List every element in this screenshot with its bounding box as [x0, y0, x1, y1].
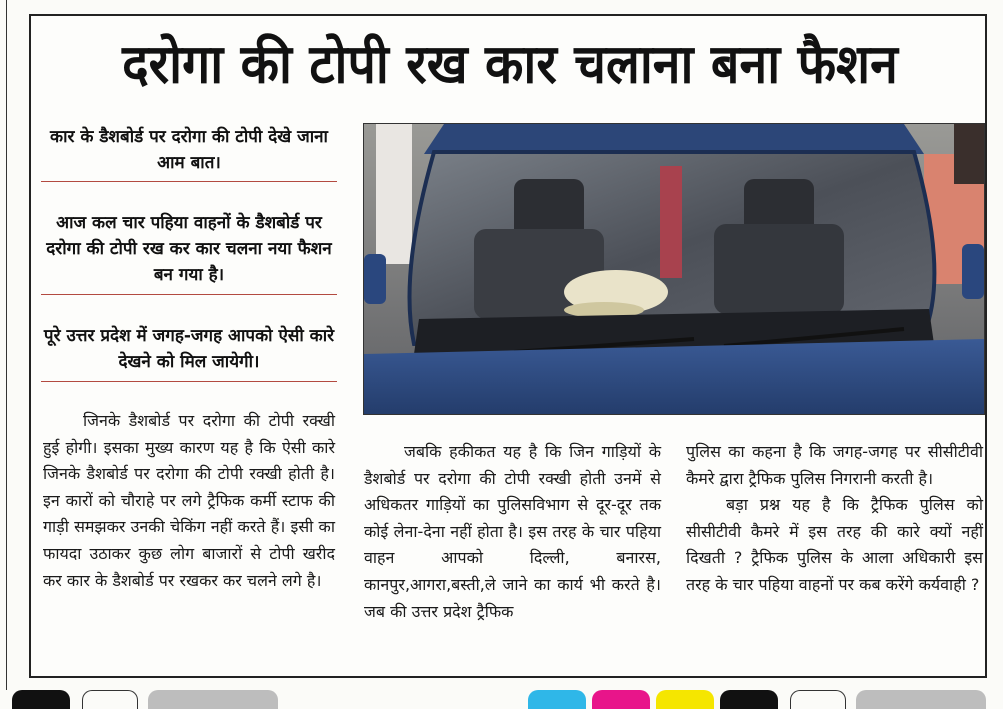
car-photo-illustration — [364, 124, 984, 414]
article-column-1: जिनके डैशबोर्ड पर दरोगा की टोपी रक्खी हुई होगी। इसका मुख्य कारण यह है कि ऐसी कारे जिनके डैशबोर्ड पर दरोगा की टोपी रक्खी होती है। इन कारों को चौराहे पर लगे ट्रैफिक कर्मी स्टाफ की गाड़ी समझकर उनकी चेकिंग नहीं करते हैं। इसी का फायदा उठाकर कुछ लोग बाजारों से टोपी खरीद कर कार के डैशबोर्ड पर रखकर कर चलने लगे है। — [43, 411, 335, 590]
article-column-3 — [686, 439, 983, 599]
registration-mark-magenta — [592, 690, 650, 709]
article-frame — [29, 14, 987, 678]
registration-mark-black-right — [720, 690, 778, 709]
sidebar-blurb-1: कार के डैशबोर्ड पर दरोगा की टोपी देखे जाना आम बात। — [50, 127, 328, 173]
registration-mark-grey-left — [148, 690, 278, 709]
column-3-paragraph-2: बड़ा प्रश्न यह है कि ट्रैफिक पुलिस को सीसीटीवी कैमरे में इस तरह की कारे क्यों नहीं दिखती ? ट्रैफिक पुलिस के आला अधिकारी इस तरह के चार पहिया वाहनों पर कब करेंगे कर्यवाही ? — [686, 495, 983, 594]
sidebar-divider-1 — [41, 181, 337, 182]
registration-mark-cyan — [528, 690, 586, 709]
sidebar-blurb-2: आज कल चार पहिया वाहनों के डैशबोर्ड पर दरोगा की टोपी रख कर कार चलना नया फैशन बन गया है। — [46, 213, 332, 285]
registration-mark-black-left — [12, 690, 70, 709]
sidebar-blurb-3: पूरे उत्तर प्रदेश में जगह-जगह आपको ऐसी कारे देखने को मिल जायेगी। — [43, 326, 335, 372]
registration-mark-yellow — [656, 690, 714, 709]
headline: दरोगा की टोपी रख कार चलाना बना फैशन — [122, 32, 898, 96]
sidebar-divider-2 — [41, 294, 337, 295]
article-photo — [363, 123, 985, 415]
sidebar-divider-3 — [41, 381, 337, 382]
page-left-rule — [6, 0, 7, 690]
registration-crosshair-right — [790, 690, 846, 709]
registration-crosshair-left — [82, 690, 138, 709]
article-column-2: जबकि हकीकत यह है कि जिन गाड़ियों के डैशबोर्ड पर दरोगा की टोपी रक्खी होती उनमें से अधिकतर गाड़ियों का पुलिसविभाग से दूर-दूर तक कोई लेना-देना नहीं होता है। इस तरह के चार पहिया वाहन आपको दिल्ली, बनारस, कानपुर,आगरा,बस्ती,ले जाने का कार्य भी करते है। जब की उत्तर प्रदेश ट्रैफिक — [364, 442, 661, 621]
column-3-paragraph-1: पुलिस का कहना है कि जगह-जगह पर सीसीटीवी कैमरे द्वारा ट्रैफिक पुलिस निगरानी करती है। — [686, 442, 983, 488]
registration-mark-grey-right — [856, 690, 986, 709]
